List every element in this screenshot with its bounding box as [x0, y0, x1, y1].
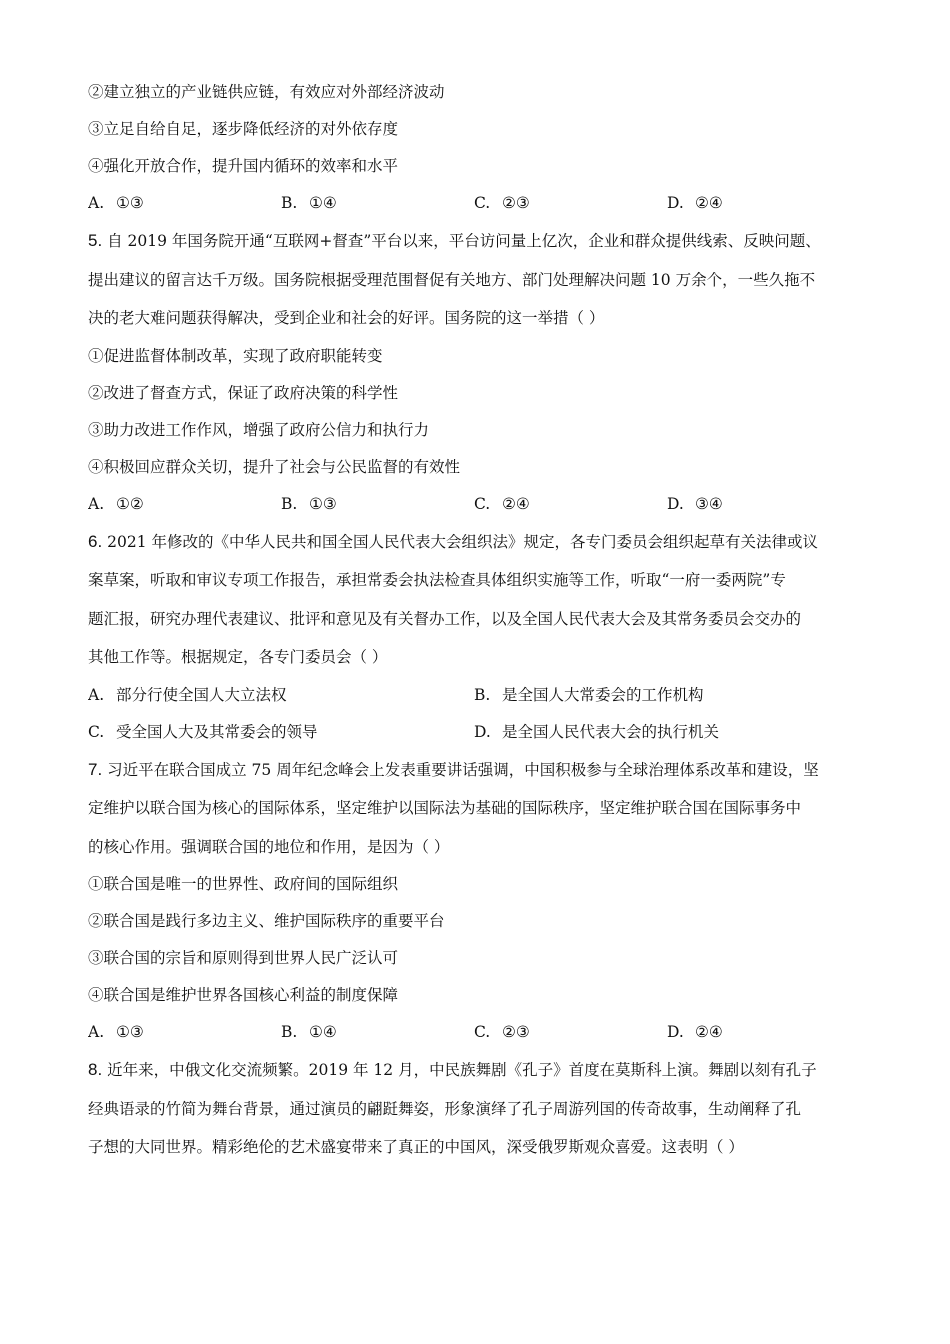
question-stem-line: 子想的大同世界。精彩绝伦的艺术盛宴带来了真正的中国风，深受俄罗斯观众喜爱。这表明（ ） — [88, 1138, 744, 1156]
option-a[interactable]: A. ①② — [88, 494, 144, 513]
statement-item: ④强化开放合作，提升国内循环的效率和水平 — [88, 157, 399, 175]
option-b[interactable]: B. ①④ — [281, 1023, 337, 1041]
statement-item: ③立足自给自足，逐步降低经济的对外依存度 — [88, 120, 399, 138]
answer-options — [88, 677, 878, 714]
question-stem-line: 提出建议的留言达千万级。国务院根据受理范围督促有关地方、部门处理解决问题 10 万余个，一些久拖不 — [88, 270, 816, 289]
option-a[interactable]: A. 部分行使全国人大立法权 — [88, 685, 287, 704]
answer-options — [88, 185, 878, 222]
question-number: 6. — [88, 531, 103, 551]
question-stem-line: 案草案，听取和审议专项工作报告，承担常委会执法检查具体组织实施等工作，听取“一府一委两院”专 — [88, 571, 786, 589]
question-stem-line: 6. 2021 年修改的《中华人民共和国全国人民代表大会组织法》规定，各专门委员会组织起草有关法律或议 — [88, 531, 818, 551]
option-c[interactable]: C. 受全国人大及其常委会的领导 — [88, 722, 318, 741]
question-4 — [88, 74, 878, 222]
question-number: 7. — [88, 759, 103, 779]
answer-options — [88, 486, 878, 523]
statement-item: ④联合国是维护世界各国核心利益的制度保障 — [88, 986, 399, 1004]
statement-item: ②联合国是践行多边主义、维护国际秩序的重要平台 — [88, 912, 445, 930]
question-8 — [88, 1051, 878, 1167]
statement-item: ②改进了督查方式，保证了政府决策的科学性 — [88, 383, 399, 402]
exam-page — [88, 74, 878, 1167]
statement-item: ③助力改进工作作风，增强了政府公信力和执行力 — [88, 420, 430, 439]
question-stem-line: 定维护以联合国为核心的国际体系，坚定维护以国际法为基础的国际秩序，坚定维护联合国在国际事务中 — [88, 799, 802, 817]
answer-options — [88, 1014, 878, 1051]
question-stem-line: 其他工作等。根据规定，各专门委员会（ ） — [88, 648, 388, 666]
question-stem-line: 决的老大难问题获得解决，受到企业和社会的好评。国务院的这一举措（ ） — [88, 309, 605, 327]
option-b[interactable]: B. ①④ — [281, 194, 337, 212]
question-stem-line: 5. 自 2019 年国务院开通“互联网+督查”平台以来，平台访问量上亿次，企业和群众提供线索、反映问题、 — [88, 231, 821, 250]
answer-options — [88, 714, 878, 751]
option-d[interactable]: D. ②④ — [667, 1023, 723, 1041]
option-c[interactable]: C. ②③ — [474, 1023, 530, 1041]
option-d[interactable]: D. ②④ — [667, 194, 723, 212]
option-d[interactable]: D. ③④ — [667, 494, 723, 513]
question-stem-line: 8. 近年来，中俄文化交流频繁。2019 年 12 月，中民族舞剧《孔子》首度在莫斯科上演。舞剧以刻有孔子 — [88, 1060, 817, 1079]
option-b[interactable]: B. ①③ — [281, 494, 337, 513]
option-d[interactable]: D. 是全国人民代表大会的执行机关 — [474, 722, 720, 741]
option-c[interactable]: C. ②③ — [474, 194, 530, 212]
option-a[interactable]: A. ①③ — [88, 1023, 144, 1041]
question-stem-line: 7. 习近平在联合国成立 75 周年纪念峰会上发表重要讲话强调，中国积极参与全球治理体系改革和建设，坚 — [88, 759, 819, 779]
question-stem-line: 的核心作用。强调联合国的地位和作用，是因为（ ） — [88, 837, 450, 856]
option-c[interactable]: C. ②④ — [474, 494, 530, 513]
question-number: 8. — [88, 1060, 103, 1079]
statement-item: ①促进监督体制改革，实现了政府职能转变 — [88, 346, 383, 365]
option-b[interactable]: B. 是全国人大常委会的工作机构 — [474, 685, 704, 704]
question-number: 5. — [88, 231, 103, 250]
option-a[interactable]: A. ①③ — [88, 194, 144, 212]
question-stem-line: 经典语录的竹简为舞台背景，通过演员的翩跹舞姿，形象演绎了孔子周游列国的传奇故事，生动阐释了孔 — [88, 1099, 802, 1118]
statement-item: ③联合国的宗旨和原则得到世界人民广泛认可 — [88, 949, 399, 967]
question-6 — [88, 523, 878, 751]
question-5 — [88, 222, 878, 523]
question-7 — [88, 751, 878, 1052]
question-stem-line: 题汇报，研究办理代表建议、批评和意见及有关督办工作，以及全国人民代表大会及其常务委员会交办的 — [88, 609, 802, 628]
statement-item: ①联合国是唯一的世界性、政府间的国际组织 — [88, 875, 399, 893]
statement-item: ④积极回应群众关切，提升了社会与公民监督的有效性 — [88, 457, 461, 476]
statement-item: ②建立独立的产业链供应链，有效应对外部经济波动 — [88, 83, 445, 101]
